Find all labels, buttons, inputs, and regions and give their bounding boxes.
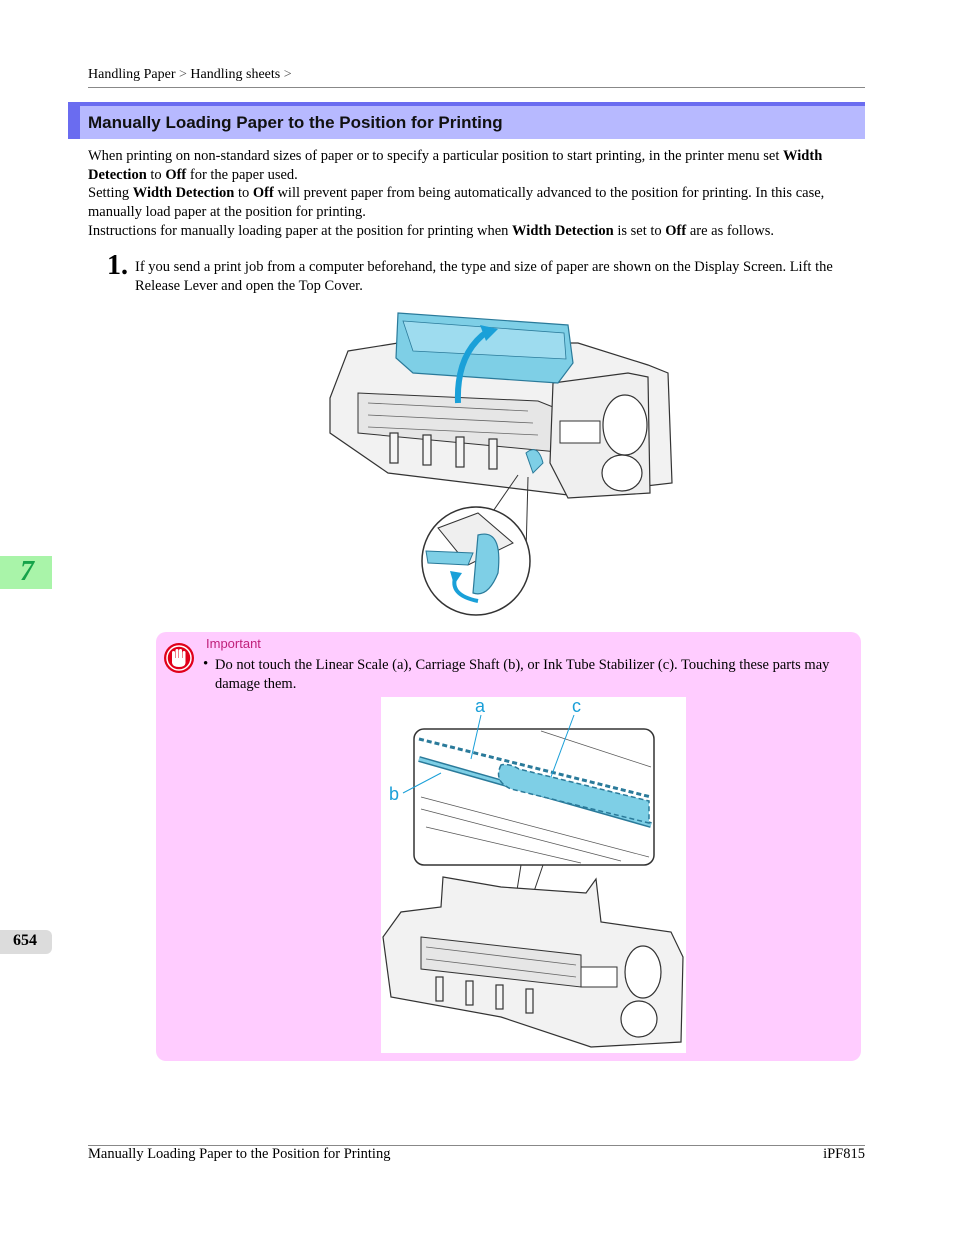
- page-title: Manually Loading Paper to the Position for Printing: [88, 113, 503, 132]
- step-number: 1.: [107, 250, 128, 281]
- footer-model-name: iPF815: [823, 1146, 865, 1162]
- chapter-number: 7: [20, 556, 34, 587]
- breadcrumb: [88, 67, 292, 83]
- callout-b: b: [389, 784, 400, 804]
- important-text: Do not touch the Linear Scale (a), Carriage Shaft (b), or Ink Tube Stabilizer (c). Touching these parts may damage them.: [215, 657, 830, 692]
- carriage-detail-illustration: [381, 697, 686, 1053]
- stop-hand-icon: [163, 642, 195, 674]
- breadcrumb-separator: >: [283, 67, 292, 82]
- callout-c: c: [572, 697, 581, 716]
- printer-open-cover-illustration: [328, 303, 674, 619]
- bullet-marker: •: [203, 656, 209, 672]
- intro-paragraph-3: Instructions for manually loading paper at the position for printing when Width Detection is set to Off are as follows.: [88, 223, 774, 239]
- footer-section-title: Manually Loading Paper to the Position for Printing: [88, 1146, 391, 1162]
- step-text: If you send a print job from a computer beforehand, the type and size of paper are shown on the Display Screen. Lift the Release Lever and open the Top Cover.: [135, 259, 833, 294]
- callout-a: a: [475, 697, 486, 716]
- intro-paragraph-2: Setting Width Detection to Off will prevent paper from being automatically advanced to the position for printing. In this case, manually load paper at the position for printing.: [88, 185, 825, 220]
- intro-paragraph-1: When printing on non-standard sizes of paper or to specify a particular position to start printing, in the printer menu set Width Detection to Off for the paper used.: [88, 148, 823, 183]
- important-label: Important: [206, 636, 261, 651]
- section-title-accent: [68, 102, 80, 139]
- breadcrumb-item-handling-paper[interactable]: Handling Paper: [88, 67, 176, 82]
- page-number: 654: [13, 932, 37, 949]
- header-divider: [88, 87, 865, 88]
- breadcrumb-separator: >: [178, 67, 187, 82]
- breadcrumb-item-handling-sheets[interactable]: Handling sheets: [190, 67, 281, 82]
